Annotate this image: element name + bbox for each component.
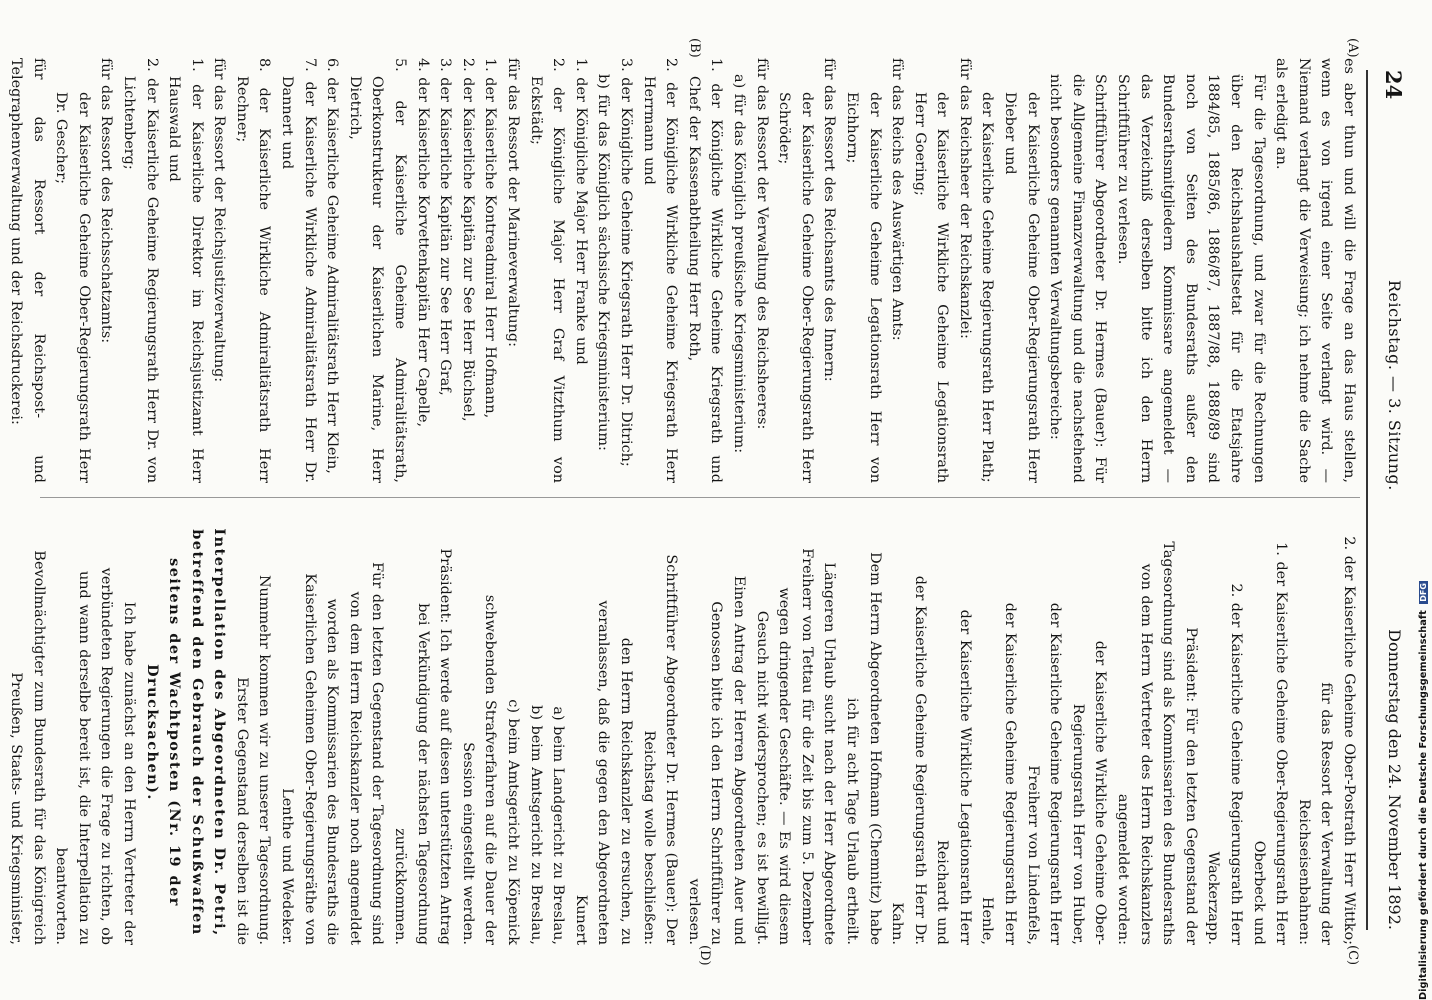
paragraph: Ich habe zunächst an den Herrn Vertreter der verbündeten Regierungen die Frage zu richten, ob und wann derselbe bereit ist, die Interpellation zu beantworten. <box>53 567 137 945</box>
list-item: 2. der Königliche Wirkliche Geheime Kriegsrath Herr Herrmann und <box>640 58 680 483</box>
list-item: 7. der Kaiserliche Wirkliche Admiralitätsrath Herr Dr. Dannert und <box>279 58 318 483</box>
section-label: für das Ressort der Verwaltung der Reichseisenbahnen: <box>1295 682 1335 945</box>
list-item: 2. der Kaiserliche Geheime Ober-Postrath Herr Wittko; <box>1341 536 1357 945</box>
list-item: 4. der Kaiserliche Korvettenkapitän Herr Capelle, <box>414 58 431 428</box>
rotated-document-sheet <box>4 0 1422 1000</box>
footer-credit: Digitalisierung gefördert durch die Deutsche Forschungsgemeinschaft <box>1418 610 1429 1000</box>
header-rule <box>1366 70 1368 930</box>
list-item: der Kaiserliche Geheime Legationsrath Herr von Eichhorn; <box>843 92 883 483</box>
list-item: 6. der Kaiserliche Geheime Admiralitätsrath Herr Klein, <box>324 58 341 474</box>
list-item: der Kaiserliche Geheime Regierungsrath Herr Plath; <box>979 92 996 483</box>
paragraph: Dem Herrn Abgeordneten Hofmann (Chemnitz) habe ich für acht Tage Urlaub ertheilt. <box>843 552 883 945</box>
list-item: der Kaiserliche Geheime Regierungsrath Herr Henle, <box>979 602 1019 945</box>
interpellation-heading: Interpellation des Abgeordneten Dr. Petri, betreffend den Gebrauch der Schußwaffen seitens der Wachtposten (Nr. 19 der Drucksachen). <box>143 528 229 937</box>
list-item <box>0 58 4 483</box>
list-item: 1. der Kaiserliche Geheime Ober-Regierungsrath Herr Oberbeck und <box>1250 542 1290 945</box>
speaker-paragraph: Bevollmächtigter zum Bundesrath für das Königreich Preußen, Staats- und Kriegsminister, <box>7 550 47 945</box>
list-item: 3. der Königliche Geheime Kriegsrath Herr Dr. Ditrich; <box>618 58 634 467</box>
section-label: für das Ressort des Reichsschatzamts: <box>98 58 115 344</box>
section-label: für das Ressort der Verwaltung des Reichsheeres: <box>753 58 770 430</box>
margin-marker-d: (D) <box>697 945 712 966</box>
list-item: 5. der Kaiserliche Geheime Admiralitätsrath, Oberkonstrukteur der Kaiserlichen Marine, Herr Dietrich, <box>346 58 409 483</box>
list-item: 2. der Königliche Major Herr Graf Vitzthum von Eckstädt; <box>527 58 567 483</box>
section-label: für das Reichsheer der Reichskanzlei: <box>956 58 973 339</box>
speaker-paragraph: Präsident: Ich werde auf diesen unterstützten Antrag bei Verkündigung der nächsten Tagesordnung zurückkommen. <box>392 548 454 945</box>
list-item: 8. der Kaiserliche Wirkliche Admiralitätsrath Herr Rechner; <box>233 58 273 483</box>
list-item: 2. der Kaiserliche Geheime Regierungsrath Herr Wackerzapp. <box>1205 583 1245 945</box>
sub-section-label: b) für das Königlich sächsische Kriegsministerium: <box>595 74 612 451</box>
paragraph: Einen Antrag der Herren Abgeordneten Auer und Genossen bitte ich den Herrn Schriftführer zu verlesen. <box>685 575 747 945</box>
left-column <box>0 58 1360 483</box>
list-item: c) beim Amtsgericht zu Köpenick <box>505 699 522 945</box>
sub-section-label: a) für das Königlich preußische Kriegsministerium: <box>730 74 747 454</box>
list-item: der Kaiserliche Geheime Ober-Regierungsrath Herr Dr. Gescher; <box>53 92 92 483</box>
margin-marker-c: (C) <box>1345 945 1360 966</box>
dfg-logo-icon: DFG <box>1418 583 1428 602</box>
list-item: 1. der Königliche Major Herr Franke und <box>572 58 589 365</box>
section-label: für das Ressort der Reichsjustizverwaltung: <box>211 58 228 383</box>
paragraph: Längeren Urlaub sucht nach der Herr Abgeordnete Freiherr von Tettau für die Zeit bis zum 5. Dezember wegen dringender Geschäfte. — Es wird diesem Gesuch nicht widersprochen; es ist bewilligt. <box>753 548 838 945</box>
motion-text: den Herrn Reichskanzler zu ersuchen, zu veranlassen, daß die gegen den Abgeordneten Kunert <box>572 600 634 945</box>
list-item: a) beim Landgericht zu Breslau, <box>550 706 567 945</box>
speaker-paragraph: Schriftführer Abgeordneter Dr. Hermes (Bauer): Für die Allgemeine Finanzverwaltung und die nachstehend nicht besonders genannten Verwaltungsbereiche: <box>1047 74 1109 483</box>
list-item: der Kaiserliche Wirkliche Geheime Legationsrath Herr Goering; <box>911 92 951 483</box>
speaker-paragraph: Schriftführer Abgeordneter Dr. Hermes (Bauer): Der Reichstag wolle beschließen: <box>640 554 680 945</box>
paragraph: Für die Tagesordnung, und zwar für die Rechnungen über den Reichshaushaltsetat für die Etatsjahre 1884/85, 1885/86, 1886/87, 1887/88, 1888/89 sind noch von Seiten des Bundesraths außer den Bundesrathsmitgliedern Kommissare angemeldet — das Verzeichniß derselben bitte ich den Herrn Schriftführer zu verlesen. <box>1115 74 1267 483</box>
right-column <box>0 520 1360 945</box>
section-label: für das Reichs des Auswärtigen Amts: <box>889 58 906 341</box>
list-item: 1. der Kaiserliche Kontreadmiral Herr Hofmann, <box>482 58 499 419</box>
list-item: der Kaiserliche Geheime Ober-Regierungsrath Herr Schröder; <box>776 92 815 483</box>
list-item: 1. der Kaiserliche Direktor im Reichsjustizamt Herr Hauswald und <box>166 58 205 483</box>
list-item: der Kaiserliche Geheime Regierungsrath Herr Dr. Kahn. <box>889 575 928 945</box>
paragraph: es aber thun und will die Frage an das Haus stellen, wenn es von irgend einer Seite verlangt wird. — Niemand verlangt die Verweisung; ich nehme die Sache als erledigt an. <box>1273 58 1357 483</box>
footer-text-line <box>1418 583 1432 1000</box>
list-item: 3. der Kaiserliche Kapitän zur See Herr Graf, <box>437 58 454 396</box>
margin-marker-b: (B) <box>687 38 702 58</box>
session-date: Donnerstag den 24. November 1892. <box>1385 629 1404 930</box>
list-item: der Kaiserliche Wirkliche Geheime Ober-Regierungsrath Herr von Huber, <box>1069 640 1109 945</box>
list-item: der Kaiserliche Geheime Regierungsrath Herr Freiherr von Lindenfels, <box>1024 602 1064 945</box>
session-title: Reichstag. — 3. Sitzung. <box>1385 280 1404 491</box>
paragraph: Für den letzten Gegenstand der Tagesordnung sind von dem Herrn Reichskanzler noch angemeldet worden als Kommissarien des Bundesraths die Kaiserlichen Geheimen Ober-Regierungsräthe von Lenthe und Wedeker. <box>279 562 386 945</box>
speaker-paragraph: Präsident: Für den letzten Gegenstand der Tagesordnung sind als Kommissarien des Bundesraths von dem Herrn Vertreter des Herrn Reichskanzlers angemeldet worden: <box>1115 541 1199 945</box>
list-item: 1. der Königliche Wirkliche Geheime Kriegsrath und Chef der Kassenabtheilung Herr Roth, <box>685 58 725 483</box>
list-item: 2. der Kaiserliche Kapitän zur See Herr Büchsel, <box>459 58 476 422</box>
motion-text: schwebenden Strafverfahren auf die Dauer der Session eingestellt werden. <box>459 594 499 945</box>
page-header <box>1372 70 1412 930</box>
section-label: für das Ressort der Reichspost- und Telegraphenverwaltung und der Reichsdruckerei: <box>7 58 47 483</box>
digitization-footer <box>1418 583 1432 1000</box>
list-item: 2. der Kaiserliche Geheime Regierungsrath Herr Dr. von Lichtenberg; <box>120 58 160 483</box>
margin-marker-a: (A) <box>1345 38 1360 58</box>
list-item: b) beim Amtsgericht zu Breslau, <box>527 705 544 945</box>
paragraph: Nummehr kommen wir zu unserer Tagesordnung. Erster Gegenstand derselben ist die <box>233 574 273 945</box>
section-label: für das Ressort der Marineverwaltung: <box>505 58 522 347</box>
page-number: 24 <box>1381 70 1406 100</box>
section-label: für das Ressort des Reichsamts des Innern: <box>821 58 838 382</box>
column-divider <box>40 497 1360 498</box>
list-item: der Kaiserliche Geheime Ober-Regierungsrath Herr Dieber und <box>1002 92 1041 483</box>
list-item: der Kaiserliche Wirkliche Legationsrath Herr Reichardt und <box>934 609 973 945</box>
